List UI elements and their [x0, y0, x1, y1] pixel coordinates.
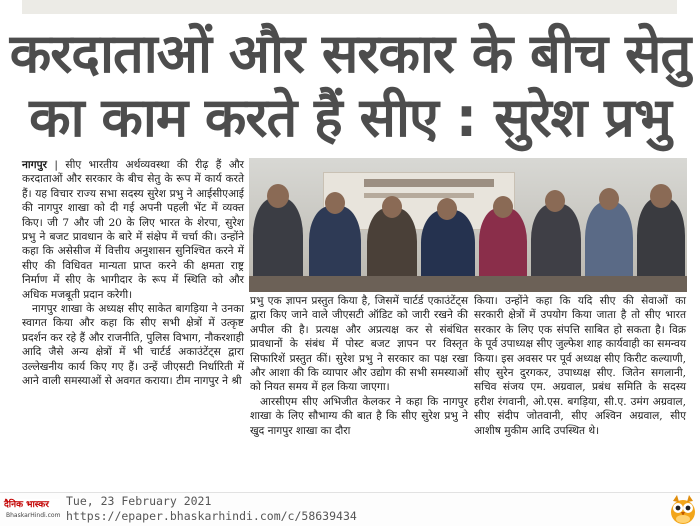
column-1-paragraph-2: नागपुर शाखा के अध्यक्ष सीए साकेत बागड़िया ने उनका स्वागत किया और कहा कि सीए सभी क्षेत्रों में उत्कृष्ट प्रदर्शन कर रहे हैं और राजनीति, पुलिस विभाग, नौकरशाही आदि जैसे अन्य क्षेत्रों में भी चार्टर्ड अकाउंटेंट्स द्वारा उल्लेखनीय कार्य किए गए हैं। उन्हें जीएसटी निर्धारिती में आने वाली समस्याओं से अवगत कराया। टीम नागपुर ने श्री [22, 303, 244, 388]
headline-line-2: का काम करते हैं सीए : सुरेश प्रभु [29, 86, 671, 149]
epaper-footer [0, 492, 700, 526]
owl-mascot-icon [668, 493, 698, 525]
page-top-band [22, 0, 677, 14]
group-photo [249, 158, 687, 292]
bhaskar-logo[interactable] [4, 499, 60, 521]
article-column-1 [22, 158, 244, 389]
column-2-paragraph-2: आरसीएम सीए अभिजीत केलकर ने कहा कि नागपुर शाखा के लिए सौभाग्य की बात है कि सीए सुरेश प्रभु ने खुद नागपुर शाखा का दौरा [250, 395, 468, 437]
article-column-3 [474, 294, 686, 438]
column-2-paragraph-1: प्रभु एक ज्ञापन प्रस्तुत किया है, जिसमें चार्टर्ड एकाउंटेंट्स द्वारा किए जाने वाले जीएसटी ऑडिट को जारी रखने की अपील की है। प्रत्यक्ष और अप्रत्यक्ष कर से संबंधित प्रावधानों के संबंध में पोस्ट बजट ज्ञापन पर विस्तृत सिफारिशें प्रस्तुत कीं। सुरेश प्रभु ने सरकार का पक्ष रखा और आशा की कि व्यापार और उद्योग की सभी समस्याओं को नियत समय में हल किया जाएगा। [250, 295, 468, 394]
logo-subtitle: BhaskarHindi.com [6, 512, 61, 519]
column-1-paragraph-1: | सीए भारतीय अर्थव्यवस्था की रीढ़ हैं और करदाताओं और सरकार के बीच सेतु के रूप में कार्य करते हैं। यह विचार राज्य सभा सदस्य सुरेश प्रभु ने आईसीएआई की नागपुर शाखा को दी गई अपनी पहली भेंट में व्यक्त किए। जी 7 और जी 20 के लिए भारत के शेरपा, सुरेश प्रभु ने बजट प्रावधान के बारे में संक्षेप में चर्चा की। उन्होंने कहा कि असेसीज में वित्तीय अनुशासन सुनिश्चित करने में सीए की विधिवत मान्यता प्राप्त करने की क्षमता राष्ट्र निर्माण में सीए के भागीदार के रूप में स्थिति को और अधिक मजबूती प्रदान करेगी। [22, 159, 244, 301]
article-column-2 [250, 294, 468, 438]
dateline: नागपुर [22, 159, 47, 171]
column-3-paragraph-1: किया। उन्होंने कहा कि यदि सीए की सेवाओं का सरकारी क्षेत्रों में उपयोग किया जाता है तो सीए भारत सरकार के लिए एक संपत्ति साबित हो सकता है। विक्र के पूर्व उपाध्यक्ष सीए जुल्फेश शाह कार्यवाही का समन्वय किया। इस अवसर पर पूर्व अध्यक्ष सीए किरीट कल्याणी, सीए सुरेन दुरगकर, उपाध्यक्ष सीए. जितेन सगलानी, सचिव संजय एम. अग्रवाल, प्रबंध समिति के सदस्य हरीश रंगवानी, ओ.एस. बगड़िया, सी.ए. उमंग अग्रवाल, सीए संदीप जोतवानी, सीए अश्विन अग्रवाल, सीए आशीष मुकीम आदि उपस्थित थे। [474, 295, 686, 437]
epaper-url[interactable]: https://epaper.bhaskarhindi.com/c/58639434 [66, 509, 357, 523]
publish-date: Tue, 23 February 2021 [66, 494, 212, 508]
headline-line-1: करदाताओं और सरकार के बीच सेतु [9, 22, 691, 85]
logo-name: दैनिक भास्कर [4, 499, 60, 511]
